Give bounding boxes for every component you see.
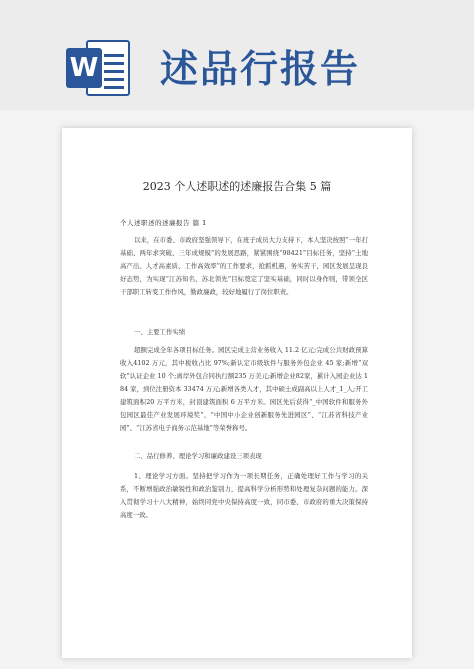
paragraph-study: 1、理论学习方面。坚持把学习作为一项长期任务，正确处理好工作与学习的关系，不断增强政治敏锐性和政治鉴别力，提高科学分析形势和处理复杂问题的能力。深入贯彻学习十八大精神，始终同党中央保持高度一致，同市委、市政府的重大决策保持高度一致。 xyxy=(120,472,368,519)
paragraph-intro: 以来，在市委、市政府坚强领导下，在班子成员大力支持下，本人坚决按照“一年打基础、两年求突破、三年成规模”的发展思路，紧紧围绕“98421”目标任务，坚持“土地高产出、人才高素质、工作高效率”的工作要求，抢抓机遇，务实苦干，园区发展呈现良好态势，为实现“江苏知名、苏北领先”目标奠定了坚实基础，同时以身作则，带领全区干部职工转变工作作风，勤政廉政，较好地履行了岗位职责。 xyxy=(120,236,368,296)
banner-title: 述品行报告 xyxy=(160,47,361,91)
subheading-achievements: 一、主要工作实绩 xyxy=(134,328,186,336)
section-heading: 个人述职述的述廉报告 篇 1 xyxy=(120,219,207,227)
subheading-conduct: 二、品行修养、理论学习和廉政建设三项表现 xyxy=(134,452,262,460)
paragraph-achievements: 超额完成全年各项目标任务。园区完成主营业务收入 11.2 亿元;完成公共财政预算收入4102 万元，其中税收占比 97%;新认定市级软件与服务外包企业 45 家;新增“双软”认证企业 10 个;离岸外包合同执行额235 万美元;新增企业82家，累计入园企业达 184 家，到位注册资本 33474 万元;新增各类人才，其中硕士成副高以上人才_1_人;开工建筑面积20 万平方米，封顶建筑面积 6 万平方米。园区先后获得“_中国软件和服务外包园区最佳产业发展环境奖”、“中国中小企业创新服务先进园区”、“江苏省科技产业园”、“江苏省电子商务示范基地”等荣誉称号。 xyxy=(120,346,368,432)
document-page xyxy=(62,128,412,658)
header-banner xyxy=(0,0,474,110)
word-document-icon xyxy=(66,40,132,98)
word-logo-letter: W xyxy=(66,48,102,88)
document-title: 2023 个人述职述的述廉报告合集 5 篇 xyxy=(142,180,332,193)
